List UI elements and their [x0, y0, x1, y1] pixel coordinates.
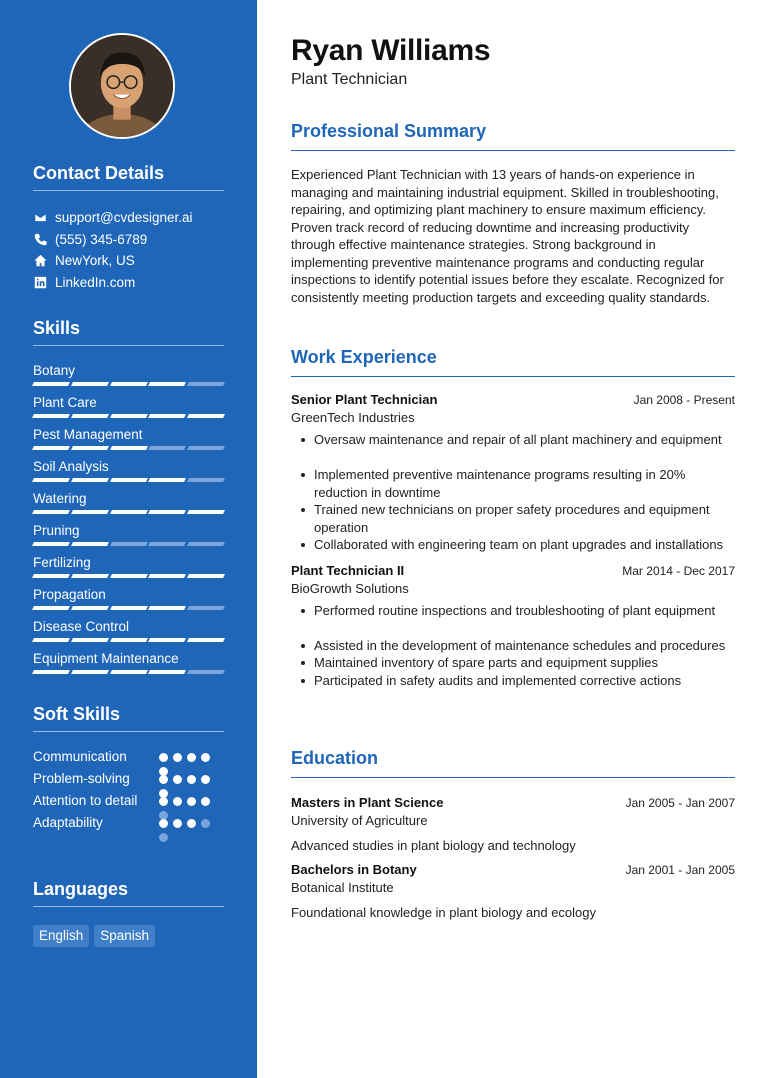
education-dates: Jan 2005 - Jan 2007: [625, 796, 735, 810]
job-company: BioGrowth Solutions: [291, 580, 409, 596]
skills-list: [33, 363, 224, 683]
skill-level-segment: [187, 382, 225, 386]
skills-heading: Skills: [33, 318, 224, 346]
rating-dot: [159, 753, 168, 762]
skill-level-segment: [32, 478, 70, 482]
skill-level-segment: [187, 414, 225, 418]
summary-text: Experienced Plant Technician with 13 years of hands-on experience in managing and maintaining industrial equipment. Skilled in troubleshooting, repairing, and optimizing plant machinery to ensure maximum efficiency. Proven track record of reducing downtime and increasing productivity through effective maintenance strategies. Strong background in implementing preventive maintenance programs and conducting regular inspections to identify potential issues before they escalate. Recognized for consistently meeting production targets and exceeding quality standards.: [291, 167, 724, 305]
rating-dot: [201, 797, 210, 806]
soft-skill-item: [33, 770, 224, 788]
job-bullet: Trained new technicians on proper safety procedures and equipment operation: [301, 501, 735, 536]
skill-level-segment: [187, 510, 225, 514]
job-bullet: Assisted in the development of maintenance schedules and procedures: [301, 637, 735, 655]
phone-icon: [33, 232, 47, 246]
rating-dot: [187, 775, 196, 784]
skill-level-segment: [148, 638, 186, 642]
skill-level-segment: [32, 510, 70, 514]
skill-level-segment: [148, 542, 186, 546]
skill-level-segment: [71, 382, 109, 386]
skill-item: [33, 555, 224, 587]
job-bullet: Oversaw maintenance and repair of all plant machinery and equipment: [301, 431, 735, 449]
skills-section: [33, 318, 224, 683]
skill-level-segment: [110, 638, 148, 642]
contact-linkedin[interactable]: [33, 272, 224, 294]
education-school: University of Agriculture: [291, 813, 428, 828]
skill-item: [33, 459, 224, 491]
skill-level-segment: [148, 478, 186, 482]
skill-level-segment: [148, 414, 186, 418]
skill-level-segment: [32, 446, 70, 450]
languages-heading: Languages: [33, 879, 224, 907]
skill-level-segment: [110, 446, 148, 450]
skill-level-bar: [33, 510, 224, 514]
skill-level-segment: [71, 574, 109, 578]
soft-skill-item: [33, 748, 224, 766]
avatar: [69, 33, 175, 139]
skill-item: [33, 619, 224, 651]
job-bullet: Collaborated with engineering team on plant upgrades and installations: [301, 536, 735, 554]
summary-section: [291, 121, 735, 306]
skill-level-segment: [71, 542, 109, 546]
skill-level-segment: [71, 638, 109, 642]
contact-location: [33, 250, 224, 272]
soft-skills-list: [33, 748, 224, 832]
linkedin-icon: [33, 275, 47, 289]
skill-item: [33, 523, 224, 555]
skill-level-segment: [110, 670, 148, 674]
job-dates: Jan 2008 - Present: [633, 393, 735, 407]
contact-email[interactable]: [33, 207, 224, 229]
contact-phone-text: (555) 345-6789: [55, 231, 148, 247]
skill-item: [33, 395, 224, 427]
skill-level-segment: [148, 606, 186, 610]
skill-level-segment: [110, 382, 148, 386]
skill-level-segment: [32, 574, 70, 578]
skill-level-segment: [32, 606, 70, 610]
skill-level-segment: [148, 574, 186, 578]
skill-level-segment: [148, 382, 186, 386]
rating-dot: [187, 753, 196, 762]
skill-item: [33, 651, 224, 683]
language-chip: Spanish: [94, 925, 155, 947]
candidate-name: Ryan Williams: [291, 34, 491, 67]
skill-level-bar: [33, 382, 224, 386]
skill-name: Watering: [33, 491, 87, 506]
experience-section: [291, 347, 735, 689]
skill-level-segment: [110, 478, 148, 482]
rating-dot: [187, 797, 196, 806]
skill-level-segment: [187, 574, 225, 578]
skill-level-bar: [33, 670, 224, 674]
rating-dot: [201, 819, 210, 828]
skill-level-segment: [32, 638, 70, 642]
rating-dot: [173, 775, 182, 784]
job-title: Senior Plant Technician: [291, 392, 438, 407]
skill-level-segment: [71, 446, 109, 450]
soft-skill-name: Problem-solving: [33, 771, 130, 786]
skill-level-segment: [187, 542, 225, 546]
soft-skills-heading: Soft Skills: [33, 704, 224, 732]
skill-level-segment: [148, 446, 186, 450]
skill-level-bar: [33, 638, 224, 642]
education-entry: [291, 795, 735, 853]
skill-level-segment: [71, 478, 109, 482]
languages-section: [33, 879, 224, 947]
education-entry: [291, 862, 735, 920]
contact-location-text: NewYork, US: [55, 253, 135, 269]
rating-dot: [187, 819, 196, 828]
skill-level-bar: [33, 574, 224, 578]
contact-section: [33, 163, 224, 293]
skill-item: [33, 587, 224, 619]
rating-dot: [159, 833, 168, 842]
home-icon: [33, 254, 47, 268]
skill-item: [33, 427, 224, 459]
soft-skills-section: [33, 704, 224, 832]
soft-skill-item: [33, 792, 224, 810]
skill-item: [33, 363, 224, 395]
skill-level-segment: [32, 414, 70, 418]
skill-level-segment: [187, 638, 225, 642]
job-bullet: Participated in safety audits and implemented corrective actions: [301, 672, 735, 690]
soft-skill-item: [33, 814, 224, 832]
rating-dot: [173, 797, 182, 806]
skill-level-segment: [71, 606, 109, 610]
skill-level-segment: [148, 510, 186, 514]
job-bullet: Implemented preventive maintenance programs resulting in 20% reduction in downtime: [301, 466, 735, 501]
job-bullet: Maintained inventory of spare parts and equipment supplies: [301, 654, 735, 672]
skill-level-bar: [33, 446, 224, 450]
skill-level-bar: [33, 542, 224, 546]
email-icon: [33, 211, 47, 225]
skill-item: [33, 491, 224, 523]
soft-skill-name: Attention to detail: [33, 793, 138, 808]
skill-level-segment: [187, 478, 225, 482]
skill-level-segment: [32, 542, 70, 546]
skill-name: Botany: [33, 363, 76, 378]
skill-level-segment: [110, 606, 148, 610]
skill-level-segment: [110, 414, 148, 418]
skill-level-segment: [110, 542, 148, 546]
rating-dot: [159, 797, 168, 806]
soft-skill-name: Adaptability: [33, 815, 103, 830]
rating-dot: [173, 753, 182, 762]
rating-dot: [159, 819, 168, 828]
education-school: Botanical Institute: [291, 880, 394, 895]
education-degree: Bachelors in Botany: [291, 862, 417, 877]
skill-level-segment: [110, 574, 148, 578]
skill-name: Pruning: [33, 523, 80, 538]
skill-level-segment: [71, 414, 109, 418]
skill-level-segment: [187, 606, 225, 610]
education-degree: Masters in Plant Science: [291, 795, 444, 810]
skill-level-segment: [187, 670, 225, 674]
contact-linkedin-text: LinkedIn.com: [55, 274, 136, 290]
skill-name: Plant Care: [33, 395, 97, 410]
sidebar: [0, 0, 257, 1078]
rating-dot: [201, 775, 210, 784]
contact-phone[interactable]: [33, 229, 224, 251]
education-heading: Education: [291, 748, 735, 778]
avatar-portrait: [71, 35, 173, 137]
skill-level-segment: [32, 670, 70, 674]
education-description: Foundational knowledge in plant biology and ecology: [291, 905, 596, 920]
rating-dot: [201, 753, 210, 762]
skill-name: Pest Management: [33, 427, 143, 442]
contact-email-text: support@cvdesigner.ai: [55, 210, 193, 226]
rating-dot: [173, 819, 182, 828]
job-title: Plant Technician II: [291, 562, 405, 578]
rating-dot: [159, 775, 168, 784]
skill-level-segment: [148, 670, 186, 674]
skill-name: Soil Analysis: [33, 459, 109, 474]
language-chip: English: [33, 925, 89, 947]
skill-name: Disease Control: [33, 619, 130, 634]
skill-level-segment: [71, 670, 109, 674]
education-dates: Jan 2001 - Jan 2005: [625, 863, 735, 877]
skill-name: Propagation: [33, 587, 106, 602]
summary-heading: Professional Summary: [291, 121, 735, 151]
job-bullet: Performed routine inspections and troubleshooting of plant equipment: [301, 602, 735, 620]
job-entry: [291, 563, 735, 690]
experience-heading: Work Experience: [291, 347, 735, 377]
job-company: GreenTech Industries: [291, 410, 415, 425]
skill-level-segment: [187, 446, 225, 450]
job-entry: [291, 392, 735, 554]
education-description: Advanced studies in plant biology and technology: [291, 838, 576, 853]
contact-heading: Contact Details: [33, 163, 224, 191]
skill-name: Equipment Maintenance: [33, 651, 179, 666]
skill-level-segment: [110, 510, 148, 514]
soft-skill-name: Communication: [33, 749, 127, 764]
skill-level-segment: [32, 382, 70, 386]
skill-level-bar: [33, 478, 224, 482]
skill-level-segment: [71, 510, 109, 514]
education-section: [291, 748, 735, 920]
skill-level-bar: [33, 606, 224, 610]
candidate-title: Plant Technician: [291, 71, 408, 88]
job-dates: Mar 2014 - Dec 2017: [622, 563, 735, 578]
skill-level-bar: [33, 414, 224, 418]
skill-name: Fertilizing: [33, 555, 91, 570]
